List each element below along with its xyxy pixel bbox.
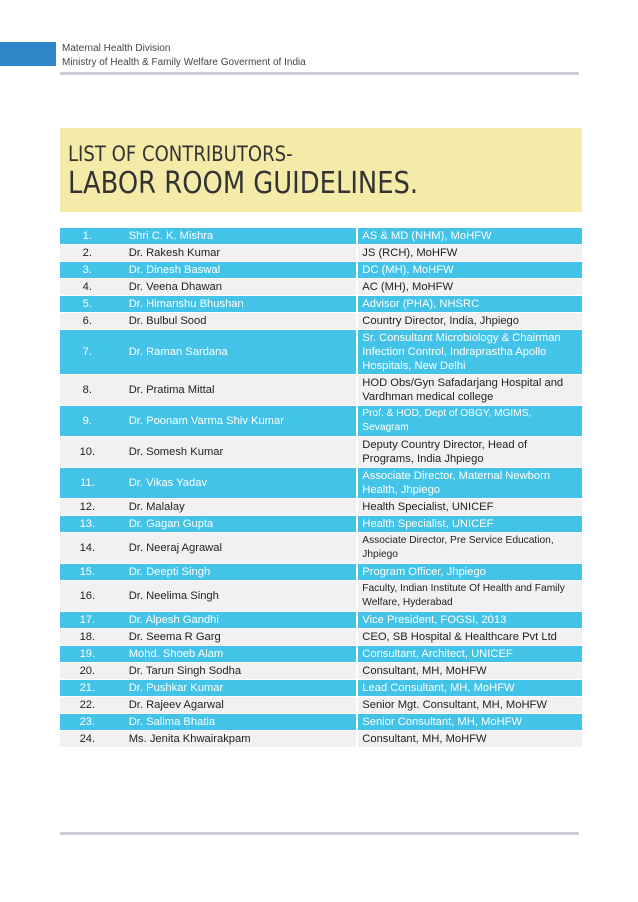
- table-row: [60, 313, 582, 329]
- contributor-name: Dr. Bulbul Sood: [115, 313, 357, 329]
- table-row: [60, 516, 582, 532]
- contributor-designation: Sr. Consultant Microbiology & Chairman Infection Control, Indraprastha Apollo Hospitals, New Delhi: [356, 330, 582, 374]
- table-row: [60, 296, 582, 312]
- contributor-name: Dr. Alpesh Gandhi: [115, 612, 357, 628]
- contributor-designation: Health Specialist, UNICEF: [356, 516, 582, 532]
- contributor-designation: AC (MH), MoHFW: [356, 279, 582, 295]
- contributor-name: Dr. Rakesh Kumar: [115, 245, 357, 261]
- contributor-designation: JS (RCH), MoHFW: [356, 245, 582, 261]
- footer-divider: [60, 832, 579, 835]
- contributor-name: Dr. Dinesh Baswal: [115, 262, 357, 278]
- contributor-name: Dr. Malalay: [115, 499, 357, 515]
- contributor-name: Dr. Somesh Kumar: [115, 437, 357, 467]
- table-row: [60, 697, 582, 713]
- table-row: [60, 279, 582, 295]
- row-number: 1.: [60, 228, 115, 244]
- table-row: [60, 262, 582, 278]
- row-number: 6.: [60, 313, 115, 329]
- table-row: [60, 533, 582, 563]
- row-number: 22.: [60, 697, 115, 713]
- table-row: [60, 437, 582, 467]
- table-row: [60, 375, 582, 405]
- contributor-name: Dr. Gagan Gupta: [115, 516, 357, 532]
- row-number: 20.: [60, 663, 115, 679]
- table-row: [60, 646, 582, 662]
- table-row: [60, 714, 582, 730]
- table-row: [60, 581, 582, 611]
- row-number: 21.: [60, 680, 115, 696]
- row-number: 23.: [60, 714, 115, 730]
- row-number: 16.: [60, 581, 115, 611]
- contributor-name: Dr. Veena Dhawan: [115, 279, 357, 295]
- contributor-name: Shri C. K. Mishra: [115, 228, 357, 244]
- contributor-name: Dr. Pratima Mittal: [115, 375, 357, 405]
- contributor-name: Dr. Neeraj Agrawal: [115, 533, 357, 563]
- contributor-designation: Prof. & HOD, Dept of OBGY, MGIMS, Sevagram: [356, 406, 582, 436]
- table-row: [60, 680, 582, 696]
- row-number: 13.: [60, 516, 115, 532]
- row-number: 24.: [60, 731, 115, 747]
- table-row: [60, 406, 582, 436]
- table-row: [60, 612, 582, 628]
- title-box: [60, 128, 582, 212]
- title-subtitle: LIST OF CONTRIBUTORS-: [68, 142, 293, 166]
- header-accent-tab: [0, 42, 56, 66]
- contributor-designation: DC (MH), MoHFW: [356, 262, 582, 278]
- contributor-designation: Associate Director, Maternal Newborn Health, Jhpiego: [356, 468, 582, 498]
- row-number: 12.: [60, 499, 115, 515]
- table-row: [60, 629, 582, 645]
- table-row: [60, 663, 582, 679]
- contributor-designation: HOD Obs/Gyn Safadarjang Hospital and Vardhman medical college: [356, 375, 582, 405]
- contributors-table: [60, 227, 582, 748]
- contributor-designation: Senior Consultant, MH, MoHFW: [356, 714, 582, 730]
- contributor-name: Dr. Neelima Singh: [115, 581, 357, 611]
- row-number: 8.: [60, 375, 115, 405]
- contributor-name: Dr. Pushkar Kumar: [115, 680, 357, 696]
- contributor-designation: Country Director, India, Jhpiego: [356, 313, 582, 329]
- table-row: [60, 499, 582, 515]
- contributor-name: Dr. Poonam Varma Shiv Kumar: [115, 406, 357, 436]
- contributor-name: Dr. Himanshu Bhushan: [115, 296, 357, 312]
- contributor-name: Ms. Jenita Khwairakpam: [115, 731, 357, 747]
- header-division: Maternal Health Division: [62, 43, 171, 54]
- contributor-designation: Associate Director, Pre Service Education, Jhpiego: [356, 533, 582, 563]
- row-number: 10.: [60, 437, 115, 467]
- contributor-name: Dr. Rajeev Agarwal: [115, 697, 357, 713]
- row-number: 15.: [60, 564, 115, 580]
- page-title: LABOR ROOM GUIDELINES.: [68, 166, 419, 201]
- contributor-designation: CEO, SB Hospital & Healthcare Pvt Ltd: [356, 629, 582, 645]
- header-divider: [60, 72, 579, 75]
- table-row: [60, 564, 582, 580]
- contributor-designation: Consultant, MH, MoHFW: [356, 731, 582, 747]
- header-ministry: Ministry of Health & Family Welfare Goverment of India: [62, 57, 306, 68]
- contributor-name: Dr. Tarun Singh Sodha: [115, 663, 357, 679]
- contributor-designation: Health Specialist, UNICEF: [356, 499, 582, 515]
- row-number: 11.: [60, 468, 115, 498]
- contributor-name: Dr. Salima Bhatia: [115, 714, 357, 730]
- contributor-designation: Consultant, Architect, UNICEF: [356, 646, 582, 662]
- contributor-designation: Lead Consultant, MH, MoHFW: [356, 680, 582, 696]
- contributors-table-body: [60, 228, 582, 747]
- contributor-name: Mohd. Shoeb Alam: [115, 646, 357, 662]
- contributor-name: Dr. Raman Sardana: [115, 330, 357, 374]
- table-row: [60, 731, 582, 747]
- contributor-designation: Deputy Country Director, Head of Programs, India Jhpiego: [356, 437, 582, 467]
- row-number: 5.: [60, 296, 115, 312]
- row-number: 17.: [60, 612, 115, 628]
- table-row: [60, 330, 582, 374]
- row-number: 3.: [60, 262, 115, 278]
- row-number: 2.: [60, 245, 115, 261]
- row-number: 19.: [60, 646, 115, 662]
- contributor-designation: Senior Mgt. Consultant, MH, MoHFW: [356, 697, 582, 713]
- row-number: 18.: [60, 629, 115, 645]
- row-number: 4.: [60, 279, 115, 295]
- contributor-designation: Program Officer, Jhpiego: [356, 564, 582, 580]
- table-row: [60, 228, 582, 244]
- contributor-designation: Consultant, MH, MoHFW: [356, 663, 582, 679]
- contributor-designation: Faculty, Indian Institute Of Health and Family Welfare, Hyderabad: [356, 581, 582, 611]
- contributor-designation: Advisor (PHA), NHSRC: [356, 296, 582, 312]
- contributor-designation: AS & MD (NHM), MoHFW: [356, 228, 582, 244]
- table-row: [60, 245, 582, 261]
- row-number: 9.: [60, 406, 115, 436]
- contributor-designation: Vice President, FOGSI, 2013: [356, 612, 582, 628]
- contributor-name: Dr. Vikas Yadav: [115, 468, 357, 498]
- table-row: [60, 468, 582, 498]
- contributor-name: Dr. Seema R Garg: [115, 629, 357, 645]
- row-number: 14.: [60, 533, 115, 563]
- row-number: 7.: [60, 330, 115, 374]
- contributor-name: Dr. Deepti Singh: [115, 564, 357, 580]
